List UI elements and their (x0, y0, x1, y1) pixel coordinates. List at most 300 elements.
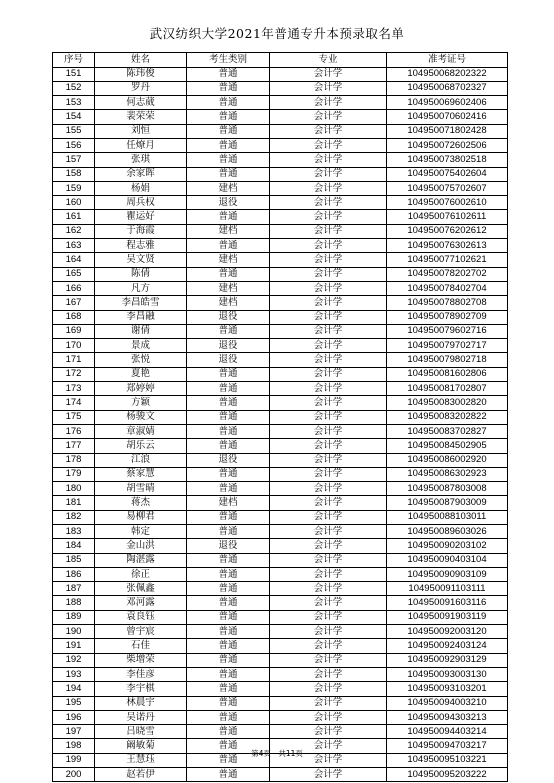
cell-seq: 172 (53, 367, 95, 381)
cell-seq: 184 (53, 539, 95, 553)
cell-seq: 196 (53, 710, 95, 724)
cell-name: 陶湛露 (95, 553, 187, 567)
cell-category: 普通 (187, 553, 270, 567)
cell-ticket: 104950086002920 (387, 453, 508, 467)
cell-ticket: 104950076302613 (387, 239, 508, 253)
cell-major: 会计学 (270, 382, 387, 396)
cell-ticket: 104950094703217 (387, 739, 508, 753)
cell-major: 会计学 (270, 539, 387, 553)
cell-major: 会计学 (270, 210, 387, 224)
table-row (53, 67, 508, 81)
cell-name: 李佳彦 (95, 667, 187, 681)
cell-major: 会计学 (270, 267, 387, 281)
table-row (53, 281, 508, 295)
cell-ticket: 104950076002610 (387, 196, 508, 210)
cell-major: 会计学 (270, 281, 387, 295)
cell-ticket: 104950071802428 (387, 124, 508, 138)
table-header-row (53, 53, 508, 68)
cell-name: 夏艳 (95, 367, 187, 381)
cell-name: 罗丹 (95, 81, 187, 95)
cell-category: 普通 (187, 424, 270, 438)
cell-major: 会计学 (270, 124, 387, 138)
table-row (53, 496, 508, 510)
cell-seq: 174 (53, 396, 95, 410)
table-row (53, 396, 508, 410)
cell-seq: 175 (53, 410, 95, 424)
cell-name: 裴荣荣 (95, 110, 187, 124)
cell-ticket: 104950079702717 (387, 339, 508, 353)
cell-category: 普通 (187, 396, 270, 410)
table-row (53, 310, 508, 324)
table-row (53, 96, 508, 110)
cell-major: 会计学 (270, 410, 387, 424)
table-row (53, 410, 508, 424)
table-row (53, 553, 508, 567)
cell-seq: 179 (53, 467, 95, 481)
cell-name: 杨骏文 (95, 410, 187, 424)
cell-category: 普通 (187, 210, 270, 224)
table-row (53, 324, 508, 338)
cell-category: 建档 (187, 224, 270, 238)
cell-category: 普通 (187, 682, 270, 696)
cell-major: 会计学 (270, 653, 387, 667)
cell-seq: 198 (53, 739, 95, 753)
cell-category: 普通 (187, 768, 270, 782)
cell-seq: 168 (53, 310, 95, 324)
table-row (53, 353, 508, 367)
cell-major: 会计学 (270, 525, 387, 539)
table-row (53, 682, 508, 696)
cell-major: 会计学 (270, 582, 387, 596)
cell-seq: 156 (53, 138, 95, 152)
cell-category: 普通 (187, 653, 270, 667)
table-row (53, 567, 508, 581)
cell-name: 吴文贤 (95, 253, 187, 267)
cell-category: 退役 (187, 453, 270, 467)
cell-ticket: 104950076102611 (387, 210, 508, 224)
table-row (53, 510, 508, 524)
cell-ticket: 104950073802518 (387, 153, 508, 167)
cell-seq: 188 (53, 596, 95, 610)
cell-name: 张琪 (95, 153, 187, 167)
cell-ticket: 104950092403124 (387, 639, 508, 653)
cell-major: 会计学 (270, 110, 387, 124)
cell-seq: 180 (53, 482, 95, 496)
cell-category: 普通 (187, 625, 270, 639)
cell-category: 普通 (187, 567, 270, 581)
cell-seq: 173 (53, 382, 95, 396)
cell-major: 会计学 (270, 739, 387, 753)
cell-major: 会计学 (270, 510, 387, 524)
cell-ticket: 104950083002820 (387, 396, 508, 410)
table-row (53, 667, 508, 681)
cell-ticket: 104950076202612 (387, 224, 508, 238)
cell-ticket: 104950090203102 (387, 539, 508, 553)
cell-major: 会计学 (270, 339, 387, 353)
cell-seq: 171 (53, 353, 95, 367)
cell-ticket: 104950087803008 (387, 482, 508, 496)
cell-category: 退役 (187, 339, 270, 353)
cell-ticket: 104950070602416 (387, 110, 508, 124)
cell-name: 曾宇宸 (95, 625, 187, 639)
cell-ticket: 104950068702327 (387, 81, 508, 95)
table-row (53, 539, 508, 553)
cell-name: 柴增荣 (95, 653, 187, 667)
cell-category: 退役 (187, 353, 270, 367)
cell-seq: 186 (53, 567, 95, 581)
cell-ticket: 104950081602806 (387, 367, 508, 381)
cell-category: 建档 (187, 181, 270, 195)
cell-name: 吕晓雪 (95, 725, 187, 739)
cell-ticket: 104950078802708 (387, 296, 508, 310)
cell-major: 会计学 (270, 153, 387, 167)
cell-name: 陈倩 (95, 267, 187, 281)
cell-seq: 169 (53, 324, 95, 338)
cell-seq: 167 (53, 296, 95, 310)
cell-seq: 170 (53, 339, 95, 353)
cell-ticket: 104950095103221 (387, 753, 508, 767)
cell-major: 会计学 (270, 482, 387, 496)
table-row (53, 467, 508, 481)
cell-category: 普通 (187, 482, 270, 496)
table-row (53, 253, 508, 267)
cell-name: 胡雪晴 (95, 482, 187, 496)
cell-major: 会计学 (270, 467, 387, 481)
cell-name: 林晨宇 (95, 696, 187, 710)
cell-ticket: 104950090403104 (387, 553, 508, 567)
cell-name: 郑婷婷 (95, 382, 187, 396)
cell-category: 建档 (187, 496, 270, 510)
cell-seq: 185 (53, 553, 95, 567)
cell-major: 会计学 (270, 81, 387, 95)
cell-seq: 189 (53, 610, 95, 624)
cell-major: 会计学 (270, 167, 387, 181)
cell-name: 邓河露 (95, 596, 187, 610)
cell-ticket: 104950088103011 (387, 510, 508, 524)
table-row (53, 639, 508, 653)
cell-seq: 177 (53, 439, 95, 453)
cell-name: 陈玮俊 (95, 67, 187, 81)
cell-category: 普通 (187, 110, 270, 124)
cell-major: 会计学 (270, 396, 387, 410)
cell-major: 会计学 (270, 610, 387, 624)
cell-name: 李昌皓雪 (95, 296, 187, 310)
cell-name: 蔡家慧 (95, 467, 187, 481)
cell-name: 凡方 (95, 281, 187, 295)
cell-seq: 152 (53, 81, 95, 95)
cell-category: 普通 (187, 153, 270, 167)
cell-major: 会计学 (270, 67, 387, 81)
cell-name: 张佩鑫 (95, 582, 187, 596)
cell-ticket: 104950084502905 (387, 439, 508, 453)
cell-seq: 199 (53, 753, 95, 767)
cell-name: 任燎月 (95, 138, 187, 152)
cell-major: 会计学 (270, 725, 387, 739)
cell-major: 会计学 (270, 138, 387, 152)
cell-seq: 176 (53, 424, 95, 438)
cell-category: 普通 (187, 510, 270, 524)
cell-category: 普通 (187, 67, 270, 81)
cell-major: 会计学 (270, 753, 387, 767)
table-row (53, 725, 508, 739)
table-row (53, 110, 508, 124)
header-major: 专业 (270, 53, 387, 68)
cell-category: 退役 (187, 310, 270, 324)
cell-ticket: 104950092903129 (387, 653, 508, 667)
cell-seq: 158 (53, 167, 95, 181)
table-row (53, 138, 508, 152)
cell-ticket: 104950075702607 (387, 181, 508, 195)
table-row (53, 582, 508, 596)
cell-seq: 161 (53, 210, 95, 224)
cell-name: 张悦 (95, 353, 187, 367)
cell-major: 会计学 (270, 96, 387, 110)
cell-category: 普通 (187, 753, 270, 767)
cell-major: 会计学 (270, 439, 387, 453)
cell-major: 会计学 (270, 310, 387, 324)
cell-ticket: 104950095203222 (387, 768, 508, 782)
cell-seq: 157 (53, 153, 95, 167)
cell-seq: 164 (53, 253, 95, 267)
admission-table (52, 52, 508, 782)
cell-major: 会计学 (270, 253, 387, 267)
cell-ticket: 104950083202822 (387, 410, 508, 424)
cell-name: 李宇棋 (95, 682, 187, 696)
cell-major: 会计学 (270, 639, 387, 653)
cell-name: 易柳君 (95, 510, 187, 524)
table-row (53, 610, 508, 624)
cell-ticket: 104950092003120 (387, 625, 508, 639)
cell-name: 余家晖 (95, 167, 187, 181)
cell-name: 何志葳 (95, 96, 187, 110)
cell-name: 王慧珏 (95, 753, 187, 767)
cell-category: 普通 (187, 667, 270, 681)
cell-category: 普通 (187, 739, 270, 753)
table-row (53, 453, 508, 467)
cell-seq: 182 (53, 510, 95, 524)
table-row (53, 424, 508, 438)
cell-category: 建档 (187, 296, 270, 310)
cell-category: 普通 (187, 96, 270, 110)
cell-seq: 155 (53, 124, 95, 138)
cell-category: 普通 (187, 138, 270, 152)
header-ticket: 准考证号 (387, 53, 508, 68)
cell-category: 普通 (187, 610, 270, 624)
cell-ticket: 104950094403214 (387, 725, 508, 739)
cell-category: 建档 (187, 281, 270, 295)
cell-category: 普通 (187, 639, 270, 653)
cell-category: 普通 (187, 324, 270, 338)
table-row (53, 153, 508, 167)
cell-seq: 193 (53, 667, 95, 681)
cell-ticket: 104950091603116 (387, 596, 508, 610)
header-category: 考生类别 (187, 53, 270, 68)
cell-ticket: 104950091903119 (387, 610, 508, 624)
cell-category: 退役 (187, 196, 270, 210)
cell-name: 方颖 (95, 396, 187, 410)
cell-ticket: 104950091103111 (387, 582, 508, 596)
cell-ticket: 104950093103201 (387, 682, 508, 696)
cell-major: 会计学 (270, 324, 387, 338)
cell-major: 会计学 (270, 553, 387, 567)
cell-category: 普通 (187, 582, 270, 596)
table-row (53, 296, 508, 310)
cell-category: 普通 (187, 725, 270, 739)
header-seq: 序号 (53, 53, 95, 68)
cell-ticket: 104950081702807 (387, 382, 508, 396)
cell-name: 于海霞 (95, 224, 187, 238)
table-row (53, 239, 508, 253)
cell-ticket: 104950075402604 (387, 167, 508, 181)
cell-name: 阚敏菊 (95, 739, 187, 753)
table-row (53, 710, 508, 724)
cell-seq: 154 (53, 110, 95, 124)
cell-major: 会计学 (270, 710, 387, 724)
cell-ticket: 104950069602406 (387, 96, 508, 110)
cell-seq: 159 (53, 181, 95, 195)
cell-seq: 200 (53, 768, 95, 782)
cell-category: 普通 (187, 382, 270, 396)
cell-name: 瞿运好 (95, 210, 187, 224)
cell-major: 会计学 (270, 196, 387, 210)
cell-major: 会计学 (270, 296, 387, 310)
cell-seq: 160 (53, 196, 95, 210)
cell-category: 普通 (187, 439, 270, 453)
cell-name: 袁良钰 (95, 610, 187, 624)
cell-seq: 190 (53, 625, 95, 639)
cell-ticket: 104950089603026 (387, 525, 508, 539)
cell-major: 会计学 (270, 453, 387, 467)
cell-name: 石佳 (95, 639, 187, 653)
cell-category: 普通 (187, 81, 270, 95)
cell-category: 普通 (187, 367, 270, 381)
table-row (53, 210, 508, 224)
cell-category: 普通 (187, 167, 270, 181)
cell-category: 普通 (187, 596, 270, 610)
cell-ticket: 104950078902709 (387, 310, 508, 324)
table-row (53, 439, 508, 453)
cell-major: 会计学 (270, 625, 387, 639)
cell-category: 普通 (187, 467, 270, 481)
table-row (53, 596, 508, 610)
cell-category: 普通 (187, 696, 270, 710)
page-footer: 第4页 共11页 (251, 749, 303, 758)
cell-ticket: 104950079602716 (387, 324, 508, 338)
cell-major: 会计学 (270, 768, 387, 782)
table-row (53, 181, 508, 195)
table-row (53, 382, 508, 396)
cell-major: 会计学 (270, 667, 387, 681)
cell-major: 会计学 (270, 596, 387, 610)
table-row (53, 196, 508, 210)
cell-name: 金山洪 (95, 539, 187, 553)
cell-name: 刘恒 (95, 124, 187, 138)
table-row (53, 768, 508, 782)
cell-ticket: 104950090903109 (387, 567, 508, 581)
cell-name: 蒋杰 (95, 496, 187, 510)
cell-category: 普通 (187, 124, 270, 138)
table-row (53, 625, 508, 639)
cell-ticket: 104950072602506 (387, 138, 508, 152)
cell-category: 普通 (187, 525, 270, 539)
cell-category: 退役 (187, 539, 270, 553)
cell-seq: 178 (53, 453, 95, 467)
table-row (53, 124, 508, 138)
cell-seq: 197 (53, 725, 95, 739)
cell-ticket: 104950094003210 (387, 696, 508, 710)
cell-seq: 195 (53, 696, 95, 710)
cell-category: 普通 (187, 710, 270, 724)
cell-name: 吴诺丹 (95, 710, 187, 724)
cell-ticket: 104950087903009 (387, 496, 508, 510)
cell-name: 韩定 (95, 525, 187, 539)
table-row (53, 167, 508, 181)
table-row (53, 525, 508, 539)
cell-ticket: 104950093003130 (387, 667, 508, 681)
cell-major: 会计学 (270, 239, 387, 253)
cell-major: 会计学 (270, 181, 387, 195)
cell-name: 徐正 (95, 567, 187, 581)
cell-ticket: 104950086302923 (387, 467, 508, 481)
cell-name: 江浪 (95, 453, 187, 467)
cell-category: 普通 (187, 267, 270, 281)
cell-ticket: 104950094303213 (387, 710, 508, 724)
cell-seq: 153 (53, 96, 95, 110)
cell-major: 会计学 (270, 696, 387, 710)
cell-name: 谢倩 (95, 324, 187, 338)
table-row (53, 339, 508, 353)
cell-seq: 187 (53, 582, 95, 596)
table-row (53, 482, 508, 496)
cell-major: 会计学 (270, 367, 387, 381)
cell-seq: 151 (53, 67, 95, 81)
cell-major: 会计学 (270, 424, 387, 438)
table-row (53, 367, 508, 381)
cell-seq: 192 (53, 653, 95, 667)
cell-name: 杨娟 (95, 181, 187, 195)
cell-ticket: 104950077102621 (387, 253, 508, 267)
cell-ticket: 104950083702827 (387, 424, 508, 438)
cell-seq: 183 (53, 525, 95, 539)
header-name: 姓名 (95, 53, 187, 68)
table-row (53, 653, 508, 667)
cell-seq: 163 (53, 239, 95, 253)
cell-name: 景成 (95, 339, 187, 353)
cell-name: 李昌融 (95, 310, 187, 324)
cell-seq: 191 (53, 639, 95, 653)
cell-major: 会计学 (270, 567, 387, 581)
cell-major: 会计学 (270, 224, 387, 238)
cell-name: 周兵权 (95, 196, 187, 210)
cell-name: 章淑婧 (95, 424, 187, 438)
cell-name: 程志雅 (95, 239, 187, 253)
cell-name: 胡乐云 (95, 439, 187, 453)
cell-category: 建档 (187, 253, 270, 267)
cell-category: 普通 (187, 239, 270, 253)
table-body (53, 67, 508, 782)
cell-ticket: 104950078402704 (387, 281, 508, 295)
table-row (53, 267, 508, 281)
cell-ticket: 104950078202702 (387, 267, 508, 281)
cell-seq: 181 (53, 496, 95, 510)
table-row (53, 696, 508, 710)
cell-major: 会计学 (270, 682, 387, 696)
table-row (53, 81, 508, 95)
cell-seq: 165 (53, 267, 95, 281)
cell-seq: 194 (53, 682, 95, 696)
cell-ticket: 104950079802718 (387, 353, 508, 367)
table-row (53, 224, 508, 238)
